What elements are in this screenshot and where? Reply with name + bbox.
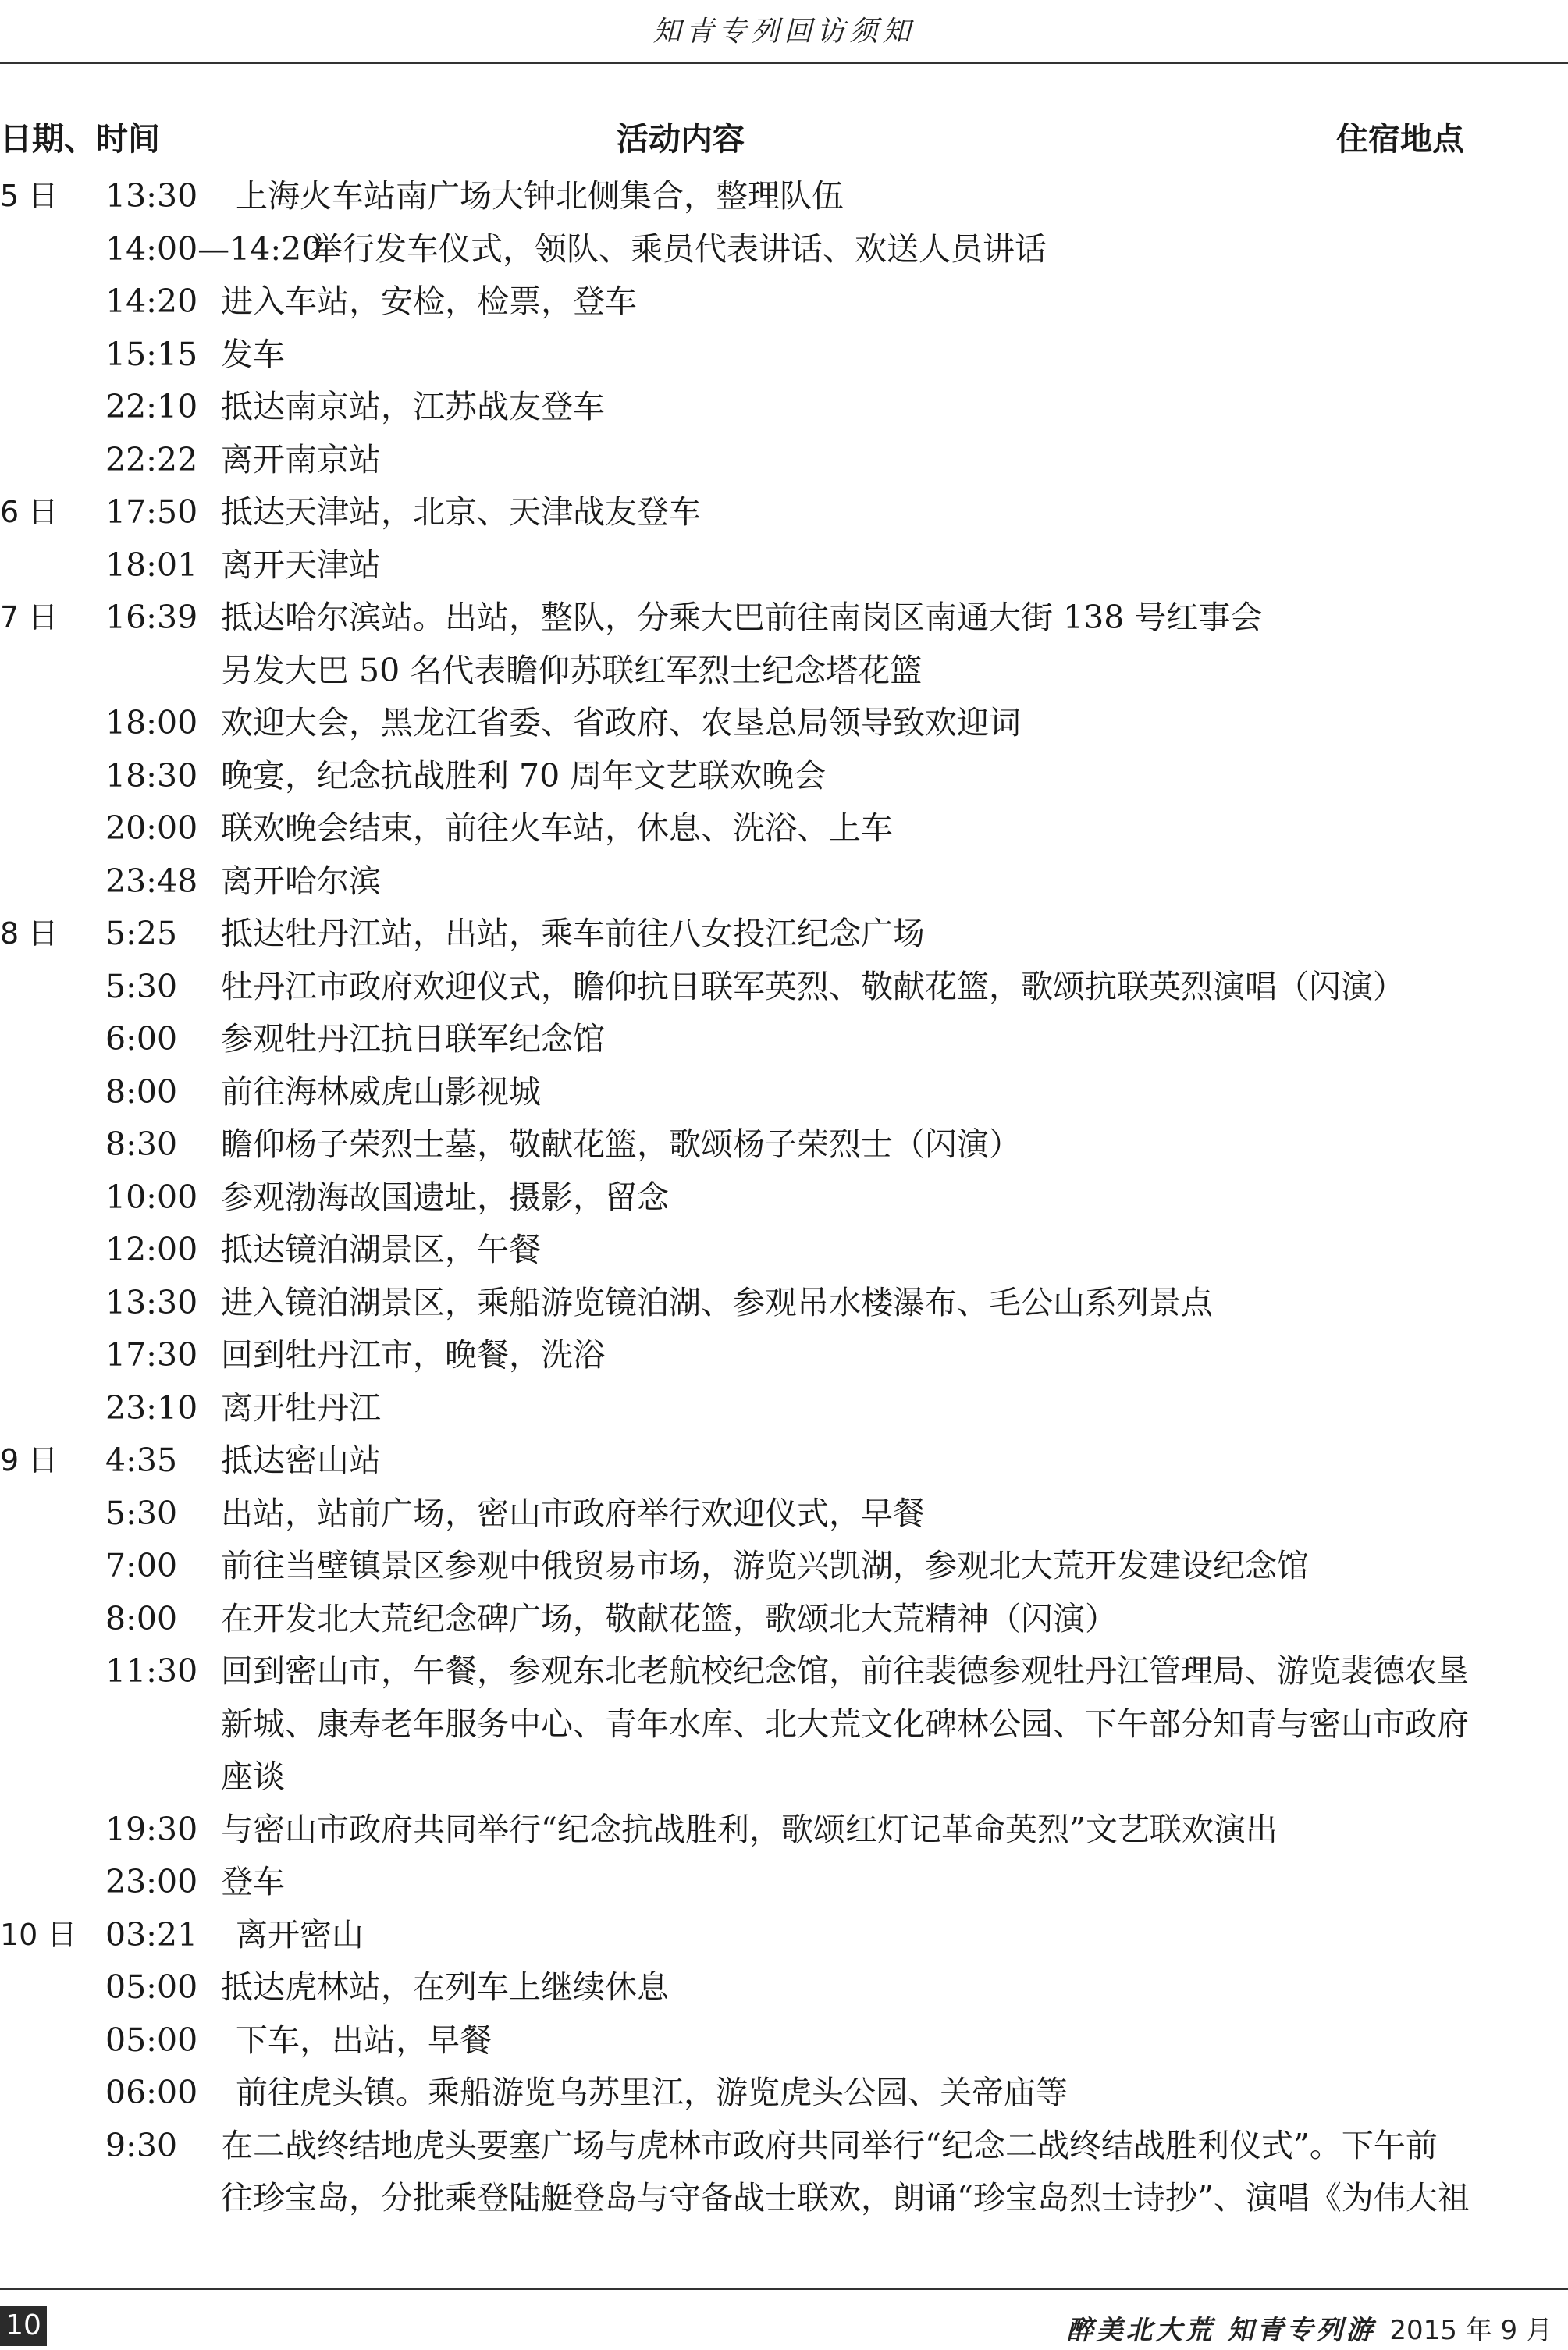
- schedule-row: [0, 223, 1568, 276]
- row-time: 06:00: [105, 2074, 198, 2111]
- schedule-row: [0, 170, 1568, 223]
- row-time: 14:20: [105, 283, 198, 320]
- row-activity: 回到密山市，午餐，参观东北老航校纪念馆，前往裴德参观牡丹江管理局、游览裴德农垦 新城、康寿老年服务中心、青年水库、北大荒文化碑林公园、下午部分知青与密山市政府 座谈: [221, 1652, 1469, 1795]
- schedule-row: [0, 1329, 1568, 1382]
- row-time: 8:30: [105, 1125, 178, 1163]
- row-activity: 牡丹江市政府欢迎仪式，瞻仰抗日联军英烈、敬献花篮，歌颂抗联英烈演唱（闪演）: [221, 967, 1405, 1005]
- row-activity: 前往海林威虎山影视城: [221, 1072, 541, 1111]
- schedule-row: [0, 1856, 1568, 1909]
- row-time: 17:30: [105, 1336, 198, 1374]
- schedule-row: [0, 908, 1568, 961]
- row-activity: 在开发北大荒纪念碑广场，敬献花篮，歌颂北大荒精神（闪演）: [221, 1599, 1117, 1637]
- row-time: 05:00: [105, 2021, 198, 2059]
- row-time: 17:50: [105, 493, 198, 531]
- magazine-brand: 醉美北大荒 知青专列游: [1066, 2315, 1376, 2346]
- column-header-date: 日期、时间: [0, 120, 160, 158]
- row-time: 13:30: [105, 1283, 198, 1321]
- row-day: 6 日: [0, 495, 59, 529]
- row-time: 05:00: [105, 1968, 198, 2006]
- column-header-activity: 活动内容: [617, 120, 745, 158]
- schedule-row: [0, 1435, 1568, 1488]
- row-activity: 欢迎大会，黑龙江省委、省政府、农垦总局领导致欢迎词: [221, 704, 1021, 741]
- running-header: 知青专列回访须知: [652, 16, 916, 48]
- row-time: 6:00: [105, 1020, 178, 1058]
- row-day: 7 日: [0, 600, 59, 635]
- schedule-row: [0, 1118, 1568, 1171]
- row-time: 18:00: [105, 704, 198, 741]
- row-time: 8:00: [105, 1599, 178, 1637]
- row-time: 23:48: [105, 862, 198, 900]
- schedule-row: [0, 1645, 1568, 1804]
- schedule-row: [0, 276, 1568, 329]
- row-activity: 登车: [221, 1863, 285, 1900]
- row-activity: 出站，站前广场，密山市政府举行欢迎仪式，早餐: [221, 1494, 925, 1532]
- schedule-row: [0, 1961, 1568, 2014]
- row-activity: 前往当壁镇景区参观中俄贸易市场，游览兴凯湖，参观北大荒开发建设纪念馆: [221, 1547, 1309, 1584]
- row-activity: 抵达密山站: [221, 1442, 381, 1479]
- row-activity: 瞻仰杨子荣烈士墓，敬献花篮，歌颂杨子荣烈士（闪演）: [221, 1125, 1021, 1163]
- row-time: 18:30: [105, 756, 198, 795]
- row-time: 13:30: [105, 177, 198, 215]
- row-time: 7:00: [105, 1547, 178, 1584]
- footer-divider: [0, 2288, 1568, 2290]
- row-activity: 离开密山: [236, 1915, 364, 1954]
- row-activity: 离开哈尔滨: [221, 862, 381, 900]
- schedule-row: [0, 539, 1568, 592]
- row-activity: 离开牡丹江: [221, 1388, 381, 1427]
- schedule-row: [0, 1593, 1568, 1646]
- row-time: 22:22: [105, 440, 198, 478]
- row-activity: 抵达天津站，北京、天津战友登车: [221, 493, 701, 531]
- schedule-row: [0, 1488, 1568, 1541]
- row-activity: 发车: [221, 335, 285, 373]
- schedule-row: [0, 1909, 1568, 1962]
- schedule-row: [0, 1224, 1568, 1277]
- header-divider: [0, 62, 1568, 64]
- row-activity: 离开天津站: [221, 546, 381, 584]
- schedule-row: [0, 802, 1568, 855]
- row-activity: 抵达虎林站，在列车上继续休息: [221, 1968, 669, 2006]
- schedule-row: [0, 592, 1568, 697]
- schedule-row: [0, 381, 1568, 434]
- schedule-row: [0, 1277, 1568, 1330]
- schedule-row: [0, 1540, 1568, 1593]
- row-time: 10:00: [105, 1178, 198, 1216]
- row-day: 5 日: [0, 179, 59, 213]
- row-time: 23:00: [105, 1863, 198, 1900]
- page-number: 10: [0, 2306, 47, 2346]
- schedule-row: [0, 2067, 1568, 2120]
- row-activity: 进入车站，安检，检票，登车: [221, 283, 637, 320]
- row-time: 4:35: [105, 1442, 178, 1479]
- row-activity: 联欢晚会结束，前往火车站，休息、洗浴、上车: [221, 809, 893, 847]
- row-activity: 下车，出站，早餐: [236, 2021, 492, 2059]
- schedule-row: [0, 750, 1568, 803]
- row-activity: 抵达哈尔滨站。出站，整队，分乘大巴前往南岗区南通大街 138 号红事会 另发大巴 50 名代表瞻仰苏联红军烈士纪念塔花篮: [221, 599, 1263, 689]
- schedule-row: [0, 855, 1568, 908]
- schedule-row: [0, 1171, 1568, 1225]
- row-activity: 进入镜泊湖景区，乘船游览镜泊湖、参观吊水楼瀑布、毛公山系列景点: [221, 1283, 1213, 1321]
- schedule-table: [0, 170, 1568, 2225]
- schedule-row: [0, 1013, 1568, 1066]
- schedule-row: [0, 1804, 1568, 1857]
- row-day: 8 日: [0, 916, 59, 951]
- row-time: 19:30: [105, 1810, 198, 1848]
- row-activity: 与密山市政府共同举行“纪念抗战胜利，歌颂红灯记革命英烈”文艺联欢演出: [221, 1810, 1278, 1848]
- row-time: 5:25: [105, 915, 178, 952]
- row-day: 9 日: [0, 1443, 59, 1477]
- row-time: 14:00—14:20: [105, 229, 322, 268]
- row-activity: 参观牡丹江抗日联军纪念馆: [221, 1020, 605, 1058]
- column-header-lodging: 住宿地点: [1336, 120, 1464, 158]
- schedule-row: [0, 434, 1568, 487]
- row-time: 5:30: [105, 1494, 178, 1532]
- row-time: 03:21: [105, 1915, 198, 1954]
- row-time: 8:00: [105, 1072, 178, 1111]
- row-day: 10 日: [0, 1917, 77, 1952]
- schedule-row: [0, 961, 1568, 1014]
- row-activity: 抵达镜泊湖景区，午餐: [221, 1231, 541, 1268]
- row-time: 12:00: [105, 1231, 198, 1268]
- schedule-row: [0, 1382, 1568, 1435]
- row-time: 22:10: [105, 388, 198, 425]
- schedule-row: [0, 2120, 1568, 2225]
- row-time: 5:30: [105, 967, 178, 1005]
- footer-title: [1067, 2309, 1552, 2347]
- row-activity: 回到牡丹江市，晚餐，洗浴: [221, 1336, 605, 1374]
- row-time: 11:30: [105, 1652, 198, 1690]
- row-activity: 晚宴，纪念抗战胜利 70 周年文艺联欢晚会: [221, 756, 827, 795]
- row-time: 15:15: [105, 335, 198, 373]
- row-activity: 离开南京站: [221, 440, 381, 478]
- row-activity: 举行发车仪式，领队、乘员代表讲话、欢送人员讲话: [311, 229, 1047, 268]
- row-time: 9:30: [105, 2126, 178, 2164]
- schedule-row: [0, 697, 1568, 750]
- schedule-row: [0, 329, 1568, 382]
- schedule-row: [0, 1066, 1568, 1119]
- issue-date: 2015 年 9 月: [1389, 2315, 1552, 2346]
- row-time: 18:01: [105, 546, 198, 584]
- row-activity: 前往虎头镇。乘船游览乌苏里江，游览虎头公园、关帝庙等: [236, 2074, 1068, 2111]
- row-activity: 抵达南京站，江苏战友登车: [221, 388, 605, 425]
- row-time: 23:10: [105, 1388, 198, 1427]
- row-time: 16:39: [105, 599, 198, 636]
- schedule-row: [0, 486, 1568, 539]
- row-activity: 抵达牡丹江站，出站，乘车前往八女投江纪念广场: [221, 915, 925, 952]
- row-activity: 在二战终结地虎头要塞广场与虎林市政府共同举行“纪念二战终结战胜利仪式”。下午前 往珍宝岛，分批乘登陆艇登岛与守备战士联欢，朗诵“珍宝岛烈士诗抄”、演唱《为伟大祖: [221, 2126, 1470, 2217]
- row-activity: 参观渤海故国遗址，摄影，留念: [221, 1178, 669, 1216]
- row-time: 20:00: [105, 809, 198, 847]
- row-activity: 上海火车站南广场大钟北侧集合，整理队伍: [236, 177, 844, 215]
- schedule-row: [0, 2014, 1568, 2067]
